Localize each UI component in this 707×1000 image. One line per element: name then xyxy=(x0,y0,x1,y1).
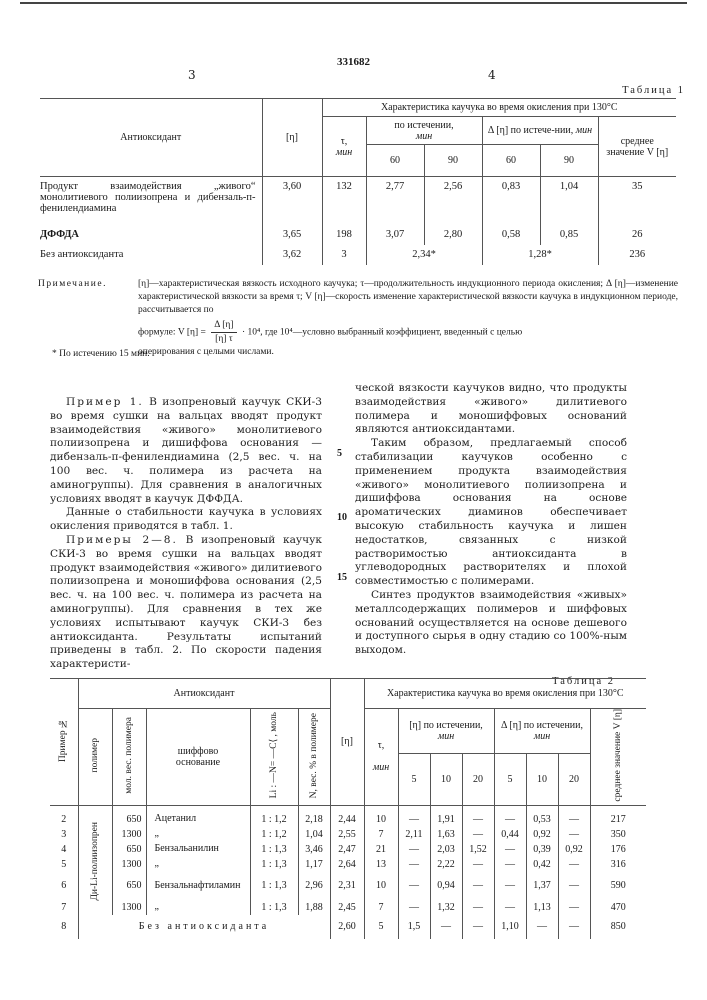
t2-sub-10b: 10 xyxy=(526,754,558,805)
t2-header-molwt: мол. вес. полимера xyxy=(112,709,146,806)
t2-cell-ratio: 1 : 1,3 xyxy=(250,900,298,915)
t2-sub-5b: 5 xyxy=(494,754,526,805)
t2-cell-v: 850 xyxy=(590,915,646,939)
text-column-right xyxy=(355,382,627,658)
table2 xyxy=(50,678,646,939)
t2-cell-nw: 1,17 xyxy=(298,857,330,872)
t2-cell-a20: — xyxy=(462,900,494,915)
t2-cell-mw: 650 xyxy=(112,872,146,900)
t2-sub-20: 20 xyxy=(462,754,494,805)
t2-cell-a20: — xyxy=(462,827,494,842)
top-rule xyxy=(20,2,687,4)
t2-cell-a5: — xyxy=(398,857,430,872)
t2-cell-eta: 2,31 xyxy=(330,872,364,900)
t1-sub-90: 90 xyxy=(424,145,482,177)
t1-header-group: Характеристика каучука во время окисления при 130°C xyxy=(322,99,676,117)
t2-cell-tau: 13 xyxy=(364,857,398,872)
t2-cell-d10: 0,92 xyxy=(526,827,558,842)
t2-cell-d5: — xyxy=(494,805,526,827)
t1-sub-90b: 90 xyxy=(540,145,598,177)
t2-cell-v: 470 xyxy=(590,900,646,915)
t2-cell-a5: — xyxy=(398,872,430,900)
t2-cell-a10: 2,03 xyxy=(430,842,462,857)
t2-cell-a20: 1,52 xyxy=(462,842,494,857)
t2-cell-nw: 3,46 xyxy=(298,842,330,857)
t2-cell-d5: 1,10 xyxy=(494,915,526,939)
t2-sub-5: 5 xyxy=(398,754,430,805)
t2-cell-a5: 1,5 xyxy=(398,915,430,939)
t2-cell-ratio: 1 : 1,2 xyxy=(250,827,298,842)
t2-example-no: 6 xyxy=(61,880,67,892)
t2-cell-d10: 1,13 xyxy=(526,900,558,915)
t2-cell-schiff: „ xyxy=(146,827,250,842)
t2-cell-d10: — xyxy=(526,915,558,939)
t2-cell-schiff: „ xyxy=(146,900,250,915)
t2-header-eta: [η] xyxy=(330,679,364,806)
table2-row xyxy=(50,857,646,872)
t2-cell-d20: 0,92 xyxy=(558,842,590,857)
line-number: 15 xyxy=(337,572,347,583)
t2-cell-ratio: 1 : 1,3 xyxy=(250,842,298,857)
t2-cell-eta: 2,47 xyxy=(330,842,364,857)
table2-row xyxy=(50,915,646,939)
text-column-left xyxy=(50,396,322,672)
t2-cell-tau: 10 xyxy=(364,805,398,827)
t2-cell-d20: — xyxy=(558,872,590,900)
t2-cell-a10: 1,63 xyxy=(430,827,462,842)
t1-header-tau: τ, мин xyxy=(322,117,366,177)
t2-cell-mw: 650 xyxy=(112,842,146,857)
t2-cell-d5: — xyxy=(494,872,526,900)
note-formula: формуле: V [η] = $\frac{\Delta [\eta]}{[\eta] \tau}$ · 10⁴, где 10⁴—условно выбранный коэффициент, введенный с целью xyxy=(138,320,523,344)
t2-cell-d10: 1,37 xyxy=(526,872,558,900)
t2-cell-d20: — xyxy=(558,857,590,872)
t2-header-ratio: Li : —N= —C⟨ , моль xyxy=(250,709,298,806)
t2-cell-d20: — xyxy=(558,915,590,939)
t2-cell-ratio: 1 : 1,3 xyxy=(250,872,298,900)
t2-header-delta: Δ [η] по истечении, мин xyxy=(494,709,590,754)
t2-header-avg: среднее значение V [η] xyxy=(590,709,646,806)
t2-header-example: Пример № xyxy=(50,679,78,806)
t2-header-after: [η] по истечении, мин xyxy=(398,709,494,754)
t2-cell-eta: 2,45 xyxy=(330,900,364,915)
t2-cell-v: 217 xyxy=(590,805,646,827)
t2-header-n: N, вес. % в полимере xyxy=(298,709,330,806)
t2-header-schiff: шиффово основание xyxy=(146,709,250,806)
t2-example-no: 8 xyxy=(61,921,67,933)
table2-row xyxy=(50,872,646,900)
footnote: * По истечению 15 мин. xyxy=(52,349,150,359)
t2-header-group: Характеристика каучука во время окисления при 130°C xyxy=(364,679,646,709)
paragraph: ческой вязкости каучуков видно, что продукты взаимодействия «живого» дилитиевого полимера и моношиффовых оснований являются антиоксидантами. xyxy=(355,382,627,436)
t2-cell-d10: 0,42 xyxy=(526,857,558,872)
paragraph: Таким образом, предлагаемый способ стабилизации каучуков особенно с применением продукта взаимодействия «живого» монолитиевого полиизопрена и дишиффова основания на основе ароматических диаминов обеспечивает высокую стабильность каучука и лишен недостатков, связанных с низкой растворимостью антиоксиданта в углеводородных растворителях и плохой совместимостью с полимерами. xyxy=(355,437,627,588)
t2-cell-schiff: Бензальанилин xyxy=(146,842,250,857)
t2-cell-a10: 1,91 xyxy=(430,805,462,827)
t2-cell-d5: 0,44 xyxy=(494,827,526,842)
t2-cell-a5: — xyxy=(398,842,430,857)
t2-header-antioxidant: Антиоксидант xyxy=(78,679,330,709)
note-label: Примечание. xyxy=(38,279,107,289)
t2-example-no: 4 xyxy=(61,843,67,855)
page-number-right: 4 xyxy=(488,68,496,82)
t1-row: Без антиоксиданта 3,62 3 2,34* 1,28* 236 xyxy=(40,245,676,265)
t2-cell-v: 316 xyxy=(590,857,646,872)
t2-cell-mw: 650 xyxy=(112,805,146,827)
t2-cell-tau: 21 xyxy=(364,842,398,857)
t1-header-avg: среднее значение V [η] xyxy=(598,117,676,177)
t2-cell-ratio: 1 : 1,3 xyxy=(250,857,298,872)
paragraph: Синтез продуктов взаимодействия «живых» металлсодержащих полимеров и шиффовых оснований осуществляется на основе дешевого и доступного сырья в одну стадию со 100%-ным выходом. xyxy=(355,588,627,657)
t2-cell-eta: 2,44 xyxy=(330,805,364,827)
t2-cell-ratio: 1 : 1,2 xyxy=(250,805,298,827)
table1-label: Таблица 1 xyxy=(622,85,685,96)
t2-cell-d5: — xyxy=(494,857,526,872)
t2-cell-v: 590 xyxy=(590,872,646,900)
t2-cell-nw: 2,18 xyxy=(298,805,330,827)
t2-cell-d5: — xyxy=(494,842,526,857)
t1-sub-60b: 60 xyxy=(482,145,540,177)
t2-cell-eta: 2,64 xyxy=(330,857,364,872)
t2-cell-d20: — xyxy=(558,805,590,827)
t2-cell-a20: — xyxy=(462,857,494,872)
note-text: [η]—характеристическая вязкость исходного каучука; τ—продолжительность индукционного периода окисления; Δ [η]—изменение характеристической вязкости за время τ; V [η]—скорость изменение характеристической вязкости каучука в индукционном периоде, рассчитывается по xyxy=(138,279,678,315)
table2-label: Таблица 2 xyxy=(552,676,615,687)
t1-header-eta: [η] xyxy=(262,99,322,177)
paragraph: Примеры 2—8. В изопреновый каучук СКИ-3 во время сушки на вальцах вводят продукт взаимодействия «живого» дилитиевого полиизопрена и моношиффова основания (2,5 вес. ч. на 100 вес. ч. полимера из расчета на аминогруппы). Для сравнения в тех же условиях испытывают каучук СКИ-3 без антиоксиданта. Результаты испытаний приведены в табл. 2. По скорости падения характеристи- xyxy=(50,533,322,671)
t2-cell-a10: 2,22 xyxy=(430,857,462,872)
t2-cell-v: 350 xyxy=(590,827,646,842)
t1-header-after: по истечении, мин xyxy=(366,117,482,145)
line-number: 5 xyxy=(337,448,342,459)
t2-no-antioxidant: Без антиоксиданта xyxy=(78,915,330,939)
t2-polymer-name: Ди-Li-полиизопрен xyxy=(78,805,112,915)
t2-cell-d10: 0,39 xyxy=(526,842,558,857)
table1 xyxy=(40,98,676,265)
t2-cell-nw: 2,96 xyxy=(298,872,330,900)
table2-row xyxy=(50,827,646,842)
t2-cell-eta: 2,55 xyxy=(330,827,364,842)
t1-header-antioxidant: Антиоксидант xyxy=(40,99,262,177)
note-last-line: оперирования с целыми числами. xyxy=(138,347,274,357)
t2-cell-a5: 2,11 xyxy=(398,827,430,842)
t2-header-polymer: полимер xyxy=(78,709,112,806)
t2-cell-a5: — xyxy=(398,805,430,827)
t2-cell-a20: — xyxy=(462,915,494,939)
t2-cell-schiff: „ xyxy=(146,857,250,872)
t2-cell-nw: 1,88 xyxy=(298,900,330,915)
t2-cell-schiff: Бензальнафтиламин xyxy=(146,872,250,900)
table2-row xyxy=(50,900,646,915)
table2-row xyxy=(50,842,646,857)
paragraph: Пример 1. В изопреновый каучук СКИ-3 во время сушки на вальцах вводят продукт взаимодействия «живого» монолитиевого полиизопрена и дишиффова основания — дибензаль-п-фенилендиамина (2,5 вес. ч. на 100 вес. ч. полимера из расчета на аминогруппы). Для сравнения в аналогичных условиях вводят в каучук ДФФДА. xyxy=(50,396,322,505)
t2-cell-a10: 1,32 xyxy=(430,900,462,915)
t2-cell-d10: 0,53 xyxy=(526,805,558,827)
t2-cell-schiff: Ацетанил xyxy=(146,805,250,827)
t2-example-no: 5 xyxy=(61,858,67,870)
t2-cell-d5: — xyxy=(494,900,526,915)
t2-cell-d20: — xyxy=(558,900,590,915)
t2-sub-20b: 20 xyxy=(558,754,590,805)
t2-cell-a20: — xyxy=(462,805,494,827)
t2-cell-nw: 1,04 xyxy=(298,827,330,842)
t2-cell-tau: 7 xyxy=(364,827,398,842)
t1-row: Продукт взаимодействия „живого“ монолитиевого полиизопрена и дибензаль-п-фенилендиамина 3,60 132 2,77 2,56 0,83 1,04 35 xyxy=(40,177,676,225)
t2-cell-d20: — xyxy=(558,827,590,842)
t2-cell-eta: 2,60 xyxy=(330,915,364,939)
t2-sub-10: 10 xyxy=(430,754,462,805)
t2-cell-a20: — xyxy=(462,872,494,900)
t2-cell-mw: 1300 xyxy=(112,827,146,842)
t2-example-no: 3 xyxy=(61,828,67,840)
t2-example-no: 2 xyxy=(61,813,67,825)
t2-cell-tau: 10 xyxy=(364,872,398,900)
t2-cell-a10: — xyxy=(430,915,462,939)
patent-number: 331682 xyxy=(337,56,370,68)
t2-cell-mw: 1300 xyxy=(112,900,146,915)
page-number-left: 3 xyxy=(188,68,196,82)
t2-cell-a10: 0,94 xyxy=(430,872,462,900)
t2-example-no: 7 xyxy=(61,901,67,913)
t1-header-delta: Δ [η] по истече-нии, мин xyxy=(482,117,598,145)
t2-cell-tau: 7 xyxy=(364,900,398,915)
t1-sub-60: 60 xyxy=(366,145,424,177)
paragraph: Данные о стабильности каучука в условиях окисления приводятся в табл. 1. xyxy=(50,506,322,533)
t1-row: ДФФДА 3,65 198 3,07 2,80 0,58 0,85 26 xyxy=(40,225,676,245)
t2-cell-tau: 5 xyxy=(364,915,398,939)
t2-cell-mw: 1300 xyxy=(112,857,146,872)
t2-cell-a5: — xyxy=(398,900,430,915)
t2-header-tau: τ, мин xyxy=(364,709,398,806)
line-number: 10 xyxy=(337,512,347,523)
t2-cell-v: 176 xyxy=(590,842,646,857)
table2-row xyxy=(50,805,646,827)
